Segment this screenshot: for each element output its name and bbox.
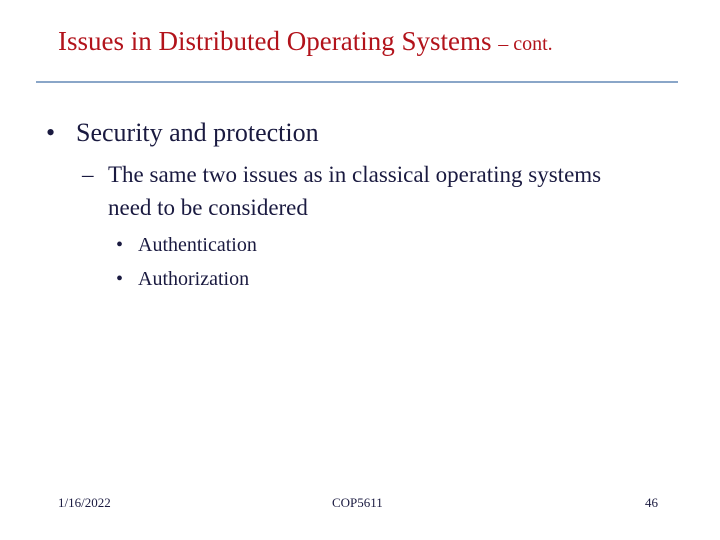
bullet-marker: • <box>46 118 56 147</box>
footer-course: COP5611 <box>332 495 383 510</box>
bullet-security <box>46 115 319 151</box>
item-authentication <box>116 232 257 258</box>
slide-title <box>58 24 698 61</box>
footer-date: 1/16/2022 <box>58 495 111 510</box>
title-divider <box>36 81 678 83</box>
item-text: Authorization <box>138 268 250 290</box>
bullet-marker: • <box>116 268 124 290</box>
footer-page-number: 46 <box>645 495 658 510</box>
item-authorization <box>116 266 249 292</box>
slide-title-suffix: – cont. <box>498 33 553 55</box>
slide-title-text: Issues in Distributed Operating Systems <box>58 26 492 56</box>
subbullet-text: The same two issues as in classical operating systems need to be considered <box>108 162 602 220</box>
item-text: Authentication <box>138 234 257 256</box>
bullet-text: Security and protection <box>76 118 319 147</box>
bullet-marker: • <box>116 234 124 256</box>
dash-marker: – <box>82 162 94 187</box>
subbullet-same-two-issues <box>82 158 642 224</box>
